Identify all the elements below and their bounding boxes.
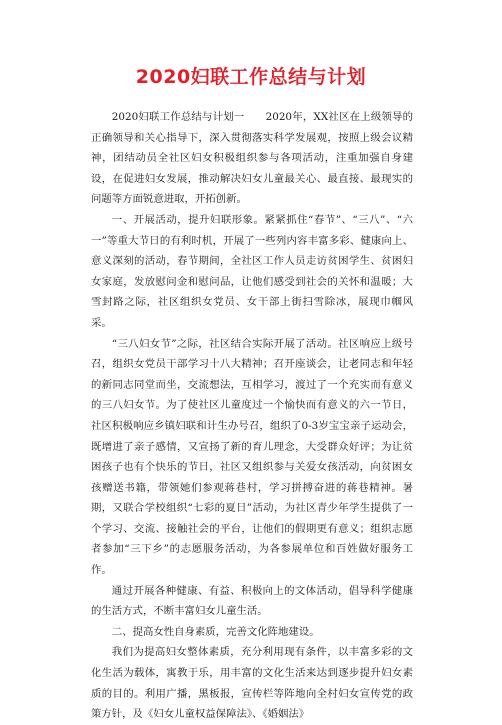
paragraph-section-two: 我们为提高妇女整体素质，充分利用现有条件，以丰富多彩的文化生活为载体，寓教于乐，用丰富的文化生活来达到逐步提升妇女素质的目的。利用广播，黑板报，宣传栏等阵地向全村妇女宣传党的政策方针，及《妇女儿童权益保障法》、《婚姻法》 [91,646,413,721]
paragraph-womens-day: “三八妇女节”之际，社区结合实际开展了活动。社区响应上级号召，组织女党员干部学习十八大精神；召开座谈会，让老同志和年轻的新同志同堂而坐，交流想法，互相学习，渡过了一个充实而有意义的三八妇女节。为了使社区儿童度过一个愉快而有意义的六一节日，社区积极响应乡镇妇联和计生办号召，组织了0-3岁宝宝亲子运动会，既增进了亲子感情，又宣扬了新的育儿理念，大受群众好评；为让贫困孩子也有个快乐的节日，社区又组织参与关爱女孩活动，向贫困女孩赠送书籍，带领她们参观蒋巷村，学习拼搏奋进的蒋巷精神。暑期，又联合学校组织“七彩的夏日”活动，为社区青少年学生提供了一个学习、交流、接触社会的平台，让他们的假期更有意义；组织志愿者参加“三下乡”的志愿服务活动，为各参展单位和百姓做好服务工作。 [91,337,413,577]
paragraph-section-two-heading: 二、提高女性自身素质，完善文化阵地建设。 [111,625,320,638]
document-body [91,107,413,725]
paragraph-section-one: 一、开展活动，提升妇联形象。紧紧抓住“春节”、“三八”、“六一”等重大节日的有利时机，开展了一些列内容丰富多彩、健康向上、意义深刻的活动，春节期间，全社区工作人员走访贫困学生、贫困妇女家庭，发放慰问金和慰问品，让他们感受到社会的关怀和温暖；大雪封路之际，社区组织女党员、女干部上街扫雪除冰，展现巾帼风采。 [91,213,413,329]
document-title: 2020妇联工作总结与计划 [135,66,367,88]
paragraph-intro: 2020妇联工作总结与计划一 2020年，XX社区在上级领导的正确领导和关心指导下，深入贯彻落实科学发展观，按照上级会议精神，团结动员全社区妇女积极组织参与各项活动，注重加强自身建设，在促进妇女发展，推动解决妇女儿童最关心、最直接、最现实的问题等方面锐意进取，开拓创新。 [91,111,413,206]
paragraph-activities-summary: 通过开展各种健康、有益、积极向上的文体活动，倡导科学健康的生活方式，不断丰富妇女儿童生活。 [91,584,413,618]
